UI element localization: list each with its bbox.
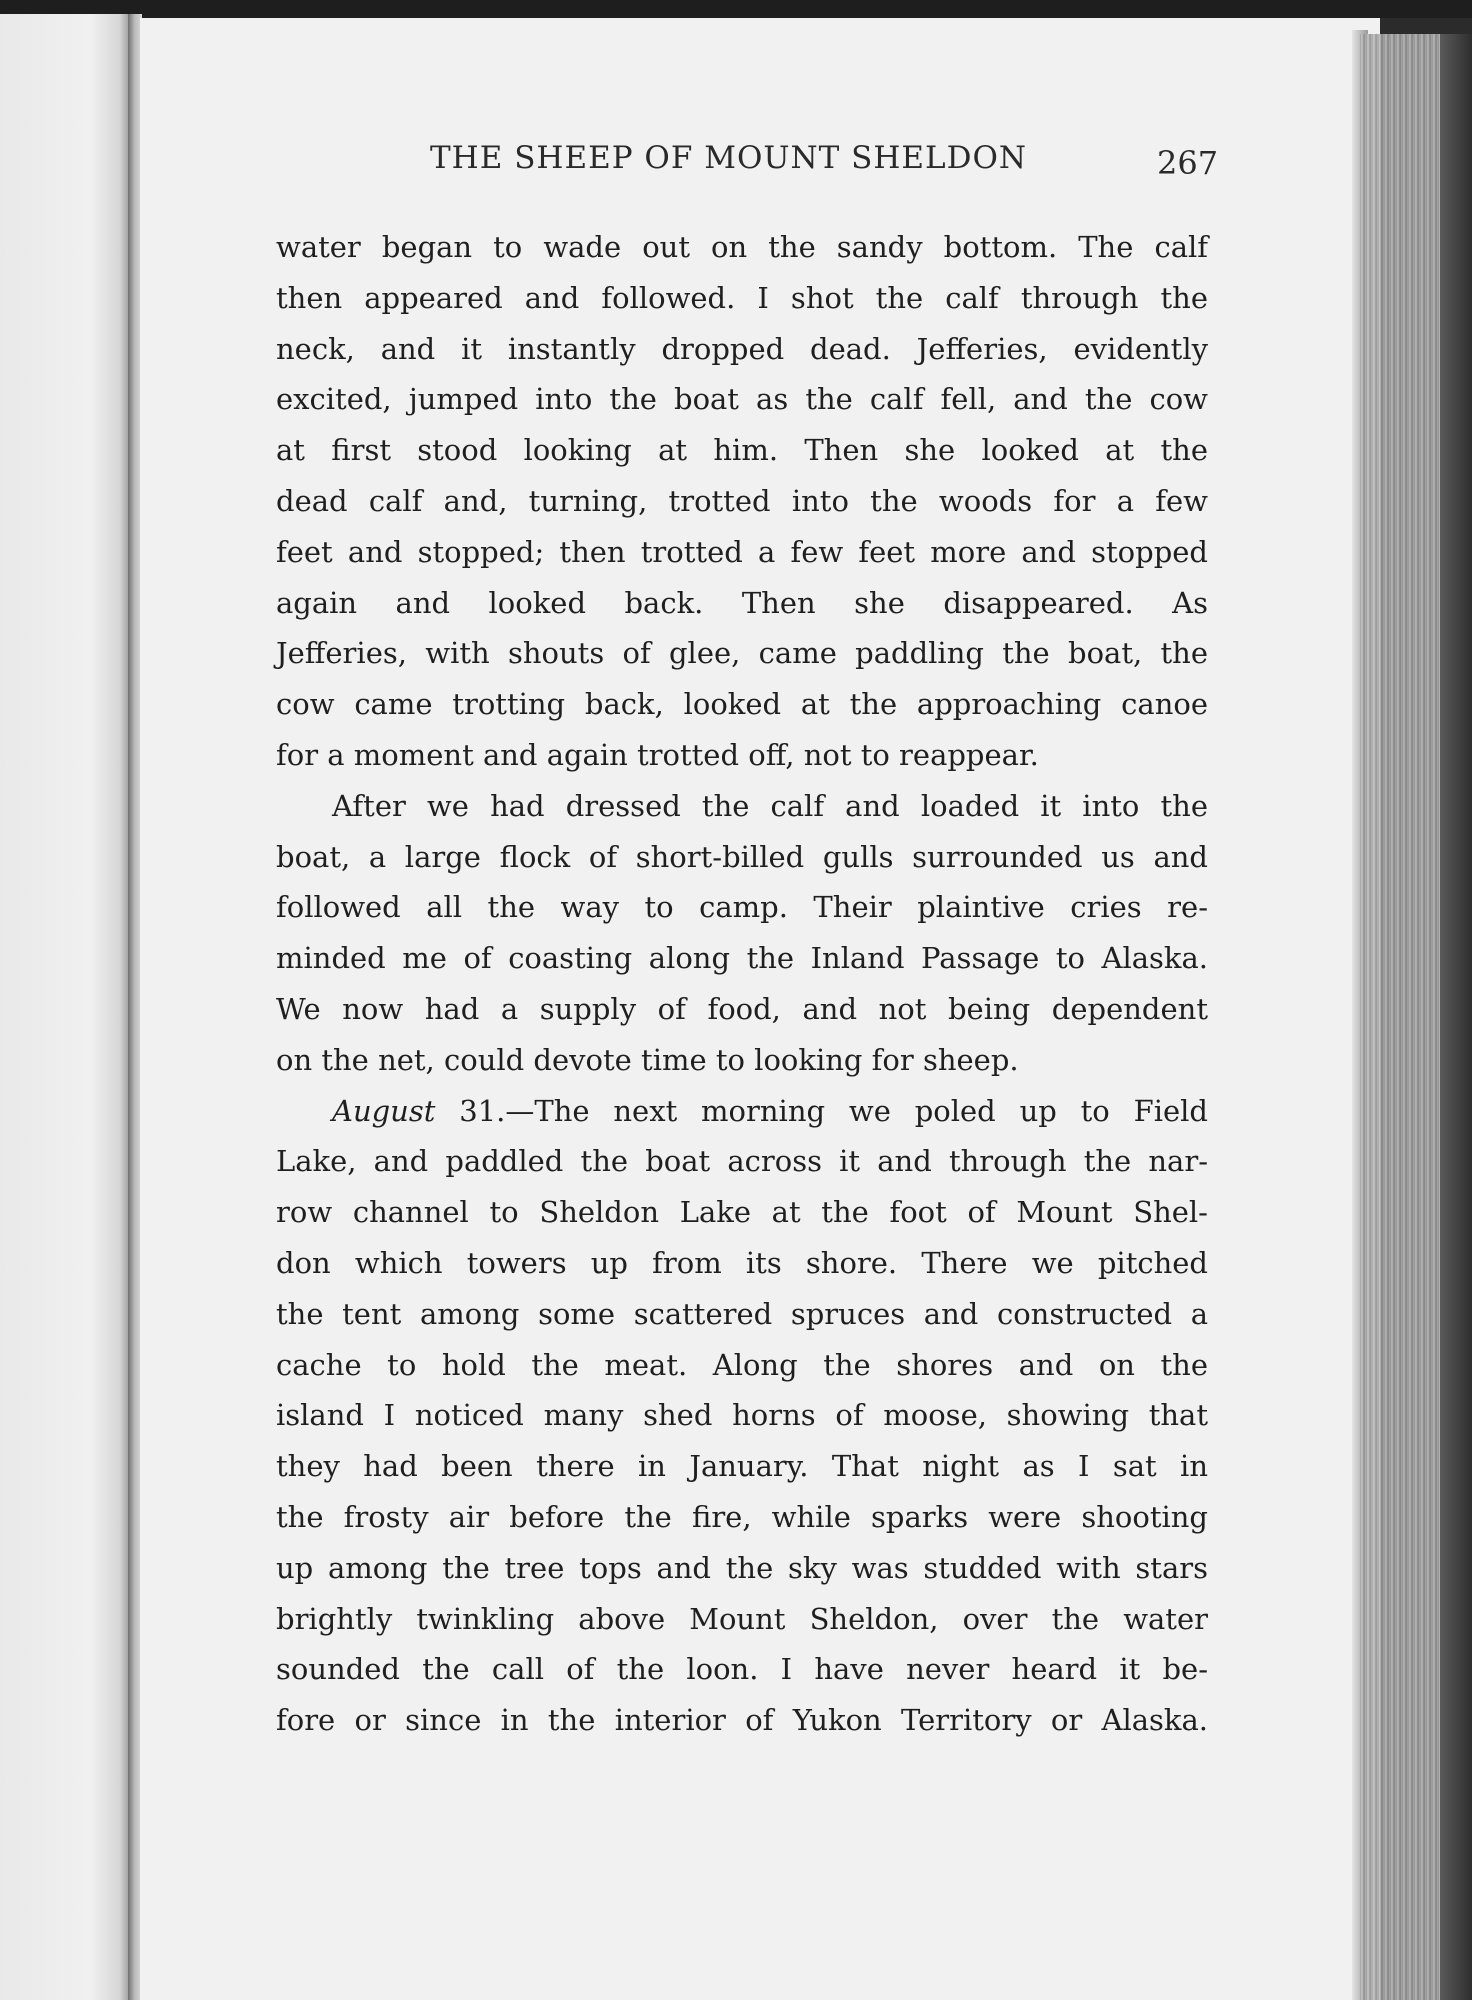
text-line: at first stood looking at him. Then she looked at the [276,433,1208,468]
text-line: the tent among some scattered spruces and constructed a [276,1296,1208,1331]
text-line: followed all the way to camp. Their plaintive cries re- [276,890,1208,925]
text-line: for a moment and again trotted off, not to reappear. [276,737,1039,772]
scan-background [0,0,1472,18]
text-line: on the net, could devote time to looking for sheep. [276,1042,1019,1077]
running-head-title: THE SHEEP OF MOUNT SHELDON [430,140,1028,176]
text-line: up among the tree tops and the sky was studded with stars [276,1550,1208,1585]
paragraph [276,222,1208,781]
paragraph [276,1086,1208,1746]
paragraph [276,781,1208,1086]
text-line: they had been there in January. That night as I sat in [276,1449,1208,1484]
text-line: brightly twinkling above Mount Sheldon, over the water [276,1601,1208,1636]
text-line: sounded the call of the loon. I have never heard it be- [276,1652,1208,1687]
facing-page-edge [0,14,130,2000]
text-line: Lake, and paddled the boat across it and through the nar- [276,1144,1208,1179]
text-line: We now had a supply of food, and not being dependent [276,991,1208,1026]
text-line [276,1086,1208,1137]
book-cover-edge [1440,34,1472,2000]
text-line: don which towers up from its shore. There we pitched [276,1245,1208,1280]
text-line: dead calf and, turning, trotted into the woods for a few [276,483,1208,518]
text-line: water began to wade out on the sandy bottom. The calf [276,230,1208,264]
text-line: island I noticed many shed horns of moose, showing that [276,1398,1208,1433]
page-number: 267 [1157,144,1219,182]
text-line: excited, jumped into the boat as the calf fell, and the cow [276,382,1208,417]
text-line: cache to hold the meat. Along the shores and on the [276,1347,1208,1382]
text-line: feet and stopped; then trotted a few feet more and stopped [276,534,1208,569]
text-line: Jefferies, with shouts of glee, came paddling the boat, the [276,636,1208,671]
text-line: row channel to Sheldon Lake at the foot of Mount Shel- [276,1195,1208,1230]
text-line: fore or since in the interior of Yukon Territory or Alaska. [276,1703,1208,1738]
text-line: cow came trotting back, looked at the approaching canoe [276,687,1208,722]
text-line: then appeared and followed. I shot the calf through the [276,280,1208,315]
text-line: minded me of coasting along the Inland Passage to Alaska. [276,941,1208,976]
text-line: the frosty air before the fire, while sparks were shooting [276,1499,1208,1534]
date-label: August [332,1093,436,1128]
text-line-rest: 31.—The next morning we poled up to Field [435,1093,1208,1128]
text-line: boat, a large flock of short-billed gulls surrounded us and [276,839,1208,874]
body-text [276,222,1208,1746]
text-line: neck, and it instantly dropped dead. Jefferies, evidently [276,331,1208,366]
text-line: After we had dressed the calf and loaded it into the [332,788,1208,823]
text-line: again and looked back. Then she disappeared. As [276,585,1208,620]
